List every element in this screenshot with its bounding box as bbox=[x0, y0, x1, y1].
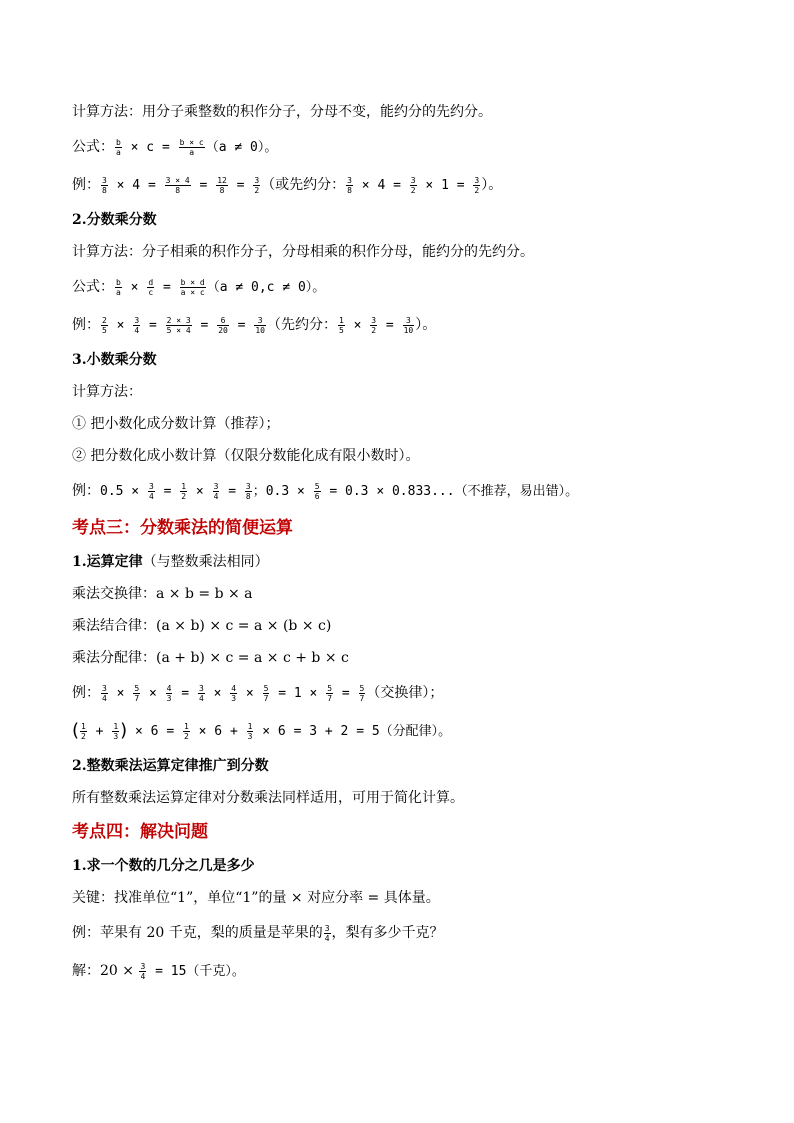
numerator: 3 bbox=[254, 316, 266, 326]
text-run: 解：20 × bbox=[72, 963, 139, 979]
fraction bbox=[166, 684, 173, 703]
fraction bbox=[179, 138, 205, 157]
numerator: 3 bbox=[148, 481, 154, 491]
numerator: 3 × 4 bbox=[165, 175, 190, 185]
text-run: 2.整数乘法运算定律推广到分数 bbox=[72, 758, 269, 774]
text-run: 2.分数乘分数 bbox=[72, 212, 157, 228]
text-run: × bbox=[238, 686, 262, 701]
fraction bbox=[403, 316, 415, 335]
denominator: 2 bbox=[181, 491, 187, 501]
fraction bbox=[263, 684, 270, 703]
numerator: 1 bbox=[338, 315, 344, 325]
text-run: = bbox=[228, 178, 253, 193]
section-heading-fraction-times-fraction bbox=[72, 204, 732, 236]
text-run: 1.运算定律 bbox=[72, 554, 143, 570]
numerator: d bbox=[148, 277, 154, 287]
fraction bbox=[247, 722, 254, 741]
text-run: × 6 = 3 + 2 = 5（分配律）。 bbox=[254, 724, 452, 739]
numerator: 6 bbox=[217, 316, 229, 326]
commutative-law: 乘法交换律：a × b = b × a bbox=[72, 586, 253, 602]
denominator: 8 bbox=[245, 491, 251, 501]
text-run: × 6 + bbox=[190, 724, 246, 739]
text-run: 例： bbox=[72, 317, 100, 333]
text-run: × bbox=[345, 318, 370, 333]
text-run: × 6 = bbox=[127, 724, 182, 739]
associative-law: 乘法结合律：(a × b) × c = a × (b × c) bbox=[72, 618, 332, 634]
fraction bbox=[166, 316, 192, 335]
numerator: 5 bbox=[359, 683, 365, 693]
fraction bbox=[180, 482, 187, 501]
text-run: 公式： bbox=[72, 279, 114, 295]
denominator: a bbox=[116, 287, 121, 297]
numerator: 3 bbox=[371, 315, 377, 325]
text-run: 3.小数乘分数 bbox=[72, 352, 157, 368]
denominator: a bbox=[189, 147, 195, 157]
fraction bbox=[80, 722, 87, 741]
denominator: 4 bbox=[213, 491, 219, 501]
solution-line bbox=[72, 952, 732, 990]
denominator: 8 bbox=[175, 185, 181, 195]
section-heading-laws-extended bbox=[72, 750, 732, 782]
numerator: 3 bbox=[213, 481, 219, 491]
fraction bbox=[217, 316, 229, 335]
section-heading-decimal-times-fraction bbox=[72, 344, 732, 376]
text-run: ，梨有多少千克？ bbox=[331, 925, 444, 941]
text-run: + bbox=[87, 724, 112, 739]
method-label: 计算方法： bbox=[72, 384, 142, 400]
key-point-text: 关键：找准单位“1”，单位“1”的量 × 对应分率 = 具体量。 bbox=[72, 890, 440, 906]
denominator: 2 bbox=[410, 185, 416, 195]
numerator: 4 bbox=[166, 683, 172, 693]
numerator: 1 bbox=[181, 481, 187, 491]
text-run: （或先约分： bbox=[261, 177, 346, 193]
formula-line-2 bbox=[72, 268, 732, 306]
formula-line-1 bbox=[72, 128, 732, 166]
numerator: b × d bbox=[180, 277, 205, 287]
text-run: = bbox=[173, 686, 197, 701]
text-run: × bbox=[108, 318, 133, 333]
denominator: 2 bbox=[184, 731, 189, 741]
exam-point-4-heading: 考点四：解决问题 bbox=[72, 822, 208, 842]
section-heading-fraction-of-number bbox=[72, 850, 732, 882]
denominator: 4 bbox=[324, 933, 330, 943]
numerator: b bbox=[116, 137, 121, 147]
denominator: 4 bbox=[198, 693, 204, 703]
distributive-law: 乘法分配律：(a + b) × c = a × c + b × c bbox=[72, 650, 349, 666]
text-run: （先约分： bbox=[266, 317, 337, 333]
text-run: = bbox=[141, 318, 165, 333]
example-line-4 bbox=[72, 674, 732, 712]
numerator: 5 bbox=[327, 683, 333, 693]
denominator: 2 bbox=[81, 731, 86, 741]
example-line-5 bbox=[72, 712, 732, 750]
numerator: 3 bbox=[254, 175, 260, 185]
text-run: ( bbox=[72, 720, 80, 741]
text-run: = bbox=[191, 178, 216, 193]
text-run: = 15（千克）。 bbox=[147, 964, 245, 979]
text-run: ）。 bbox=[481, 177, 503, 193]
denominator: 8 bbox=[102, 185, 107, 195]
example-problem bbox=[72, 914, 732, 952]
fraction bbox=[133, 316, 140, 335]
example-line-3 bbox=[72, 472, 732, 510]
example-line-1 bbox=[72, 166, 732, 204]
text-run: × bbox=[188, 484, 212, 499]
fraction bbox=[165, 176, 191, 195]
text-run: 0.5 × bbox=[100, 484, 147, 499]
text-run: 例：苹果有 20 千克，梨的质量是苹果的 bbox=[72, 925, 323, 941]
fraction bbox=[346, 176, 353, 195]
text-run: × bbox=[108, 686, 133, 701]
fraction bbox=[326, 684, 333, 703]
denominator: 7 bbox=[134, 693, 140, 703]
numerator: 1 bbox=[113, 721, 119, 731]
fraction bbox=[324, 924, 331, 943]
text-run: × 4 = bbox=[108, 178, 164, 193]
fraction bbox=[245, 482, 252, 501]
text-run: × bbox=[122, 280, 147, 295]
text-run: × c = bbox=[122, 140, 178, 155]
denominator: 3 bbox=[231, 693, 237, 703]
fraction bbox=[133, 684, 140, 703]
fraction bbox=[183, 722, 190, 741]
fraction bbox=[101, 684, 108, 703]
fraction bbox=[101, 176, 108, 195]
numerator: 4 bbox=[231, 683, 237, 693]
numerator: 1 bbox=[184, 721, 189, 731]
fraction bbox=[115, 278, 122, 297]
denominator: 3 bbox=[113, 731, 119, 741]
fraction bbox=[359, 684, 366, 703]
numerator: 3 bbox=[134, 315, 140, 325]
numerator: 2 bbox=[102, 315, 107, 325]
numerator: b × c bbox=[179, 137, 204, 147]
exam-point-3-heading: 考点三：分数乘法的简便运算 bbox=[72, 518, 293, 538]
text-run: 例： bbox=[72, 685, 100, 701]
numerator: b bbox=[116, 277, 121, 287]
text-run: 例： bbox=[72, 177, 100, 193]
fraction bbox=[370, 316, 377, 335]
denominator: 4 bbox=[134, 325, 140, 335]
numerator: 3 bbox=[474, 175, 480, 185]
denominator: 10 bbox=[403, 325, 414, 335]
numerator: 3 bbox=[198, 683, 204, 693]
fraction bbox=[139, 962, 146, 981]
denominator: 7 bbox=[327, 693, 333, 703]
fraction bbox=[101, 316, 108, 335]
text-run: 1.求一个数的几分之几是多少 bbox=[72, 858, 255, 874]
numerator: 3 bbox=[102, 683, 107, 693]
text-run: × 4 = bbox=[353, 178, 409, 193]
fraction bbox=[115, 138, 122, 157]
denominator: 20 bbox=[218, 325, 228, 335]
denominator: 3 bbox=[247, 731, 253, 741]
text-run: × 1 = bbox=[417, 178, 473, 193]
fraction bbox=[314, 482, 321, 501]
fraction bbox=[148, 482, 155, 501]
numerator: 1 bbox=[247, 721, 253, 731]
denominator: 10 bbox=[255, 325, 265, 335]
numerator: 3 bbox=[403, 316, 415, 326]
fraction bbox=[473, 176, 480, 195]
text-run: 例： bbox=[72, 483, 100, 499]
denominator: 7 bbox=[263, 693, 269, 703]
text-run: ) bbox=[120, 720, 128, 741]
numerator: 12 bbox=[217, 175, 227, 185]
numerator: 3 bbox=[347, 175, 352, 185]
text-run: （与整数乘法相同） bbox=[142, 554, 269, 570]
denominator: 6 bbox=[314, 491, 320, 501]
text-run: = bbox=[229, 318, 254, 333]
denominator: 4 bbox=[140, 971, 146, 981]
fraction bbox=[180, 278, 206, 297]
method-option-2: ② 把分数化成小数计算（仅限分数能化成有限小数时）。 bbox=[72, 448, 420, 464]
denominator: 7 bbox=[359, 693, 365, 703]
fraction bbox=[213, 482, 220, 501]
text-run: = bbox=[192, 318, 217, 333]
denominator: 2 bbox=[474, 185, 480, 195]
text-run: = bbox=[334, 686, 358, 701]
method-line-1: 计算方法：用分子乘整数的积作分子，分母不变，能约分的先约分。 bbox=[72, 104, 492, 120]
fraction bbox=[253, 176, 260, 195]
text-run: × bbox=[205, 686, 230, 701]
text-run: ；0.3 × bbox=[252, 484, 313, 499]
numerator: 5 bbox=[263, 683, 269, 693]
denominator: 5 × 4 bbox=[166, 325, 191, 335]
text-run: 公式： bbox=[72, 139, 114, 155]
text-run: = bbox=[155, 280, 179, 295]
text-run: （a ≠ 0,c ≠ 0）。 bbox=[206, 280, 326, 295]
numerator: 5 bbox=[134, 683, 140, 693]
denominator: 4 bbox=[148, 491, 154, 501]
numerator: 2 × 3 bbox=[166, 315, 191, 325]
fraction bbox=[230, 684, 237, 703]
numerator: 1 bbox=[81, 721, 86, 731]
example-line-2 bbox=[72, 306, 732, 344]
numerator: 5 bbox=[314, 481, 320, 491]
fraction bbox=[112, 722, 119, 741]
fraction bbox=[216, 176, 228, 195]
denominator: a × c bbox=[180, 287, 205, 297]
denominator: 4 bbox=[102, 693, 107, 703]
method-option-1: ① 把小数化成分数计算（推荐）； bbox=[72, 416, 280, 432]
fraction bbox=[254, 316, 266, 335]
denominator: 2 bbox=[371, 325, 377, 335]
text-run: × bbox=[141, 686, 165, 701]
fraction bbox=[410, 176, 417, 195]
denominator: 8 bbox=[219, 185, 225, 195]
numerator: 3 bbox=[140, 961, 146, 971]
numerator: 3 bbox=[324, 923, 330, 933]
text-run: ）。 bbox=[415, 317, 437, 333]
denominator: 8 bbox=[347, 185, 352, 195]
text-run: = bbox=[155, 484, 180, 499]
denominator: 5 bbox=[338, 325, 344, 335]
document-page bbox=[72, 96, 732, 990]
numerator: 3 bbox=[410, 175, 416, 185]
fraction bbox=[198, 684, 205, 703]
text-run: （a ≠ 0）。 bbox=[205, 140, 278, 155]
text-run: = 1 × bbox=[270, 686, 326, 701]
text-run: （交换律）； bbox=[366, 685, 444, 701]
denominator: c bbox=[148, 287, 154, 297]
text-run: = bbox=[220, 484, 244, 499]
laws-extended-text: 所有整数乘法运算定律对分数乘法同样适用，可用于简化计算。 bbox=[72, 790, 464, 806]
method-line-2: 计算方法：分子相乘的积作分子，分母相乘的积作分母，能约分的先约分。 bbox=[72, 244, 534, 260]
denominator: 3 bbox=[166, 693, 172, 703]
denominator: a bbox=[116, 147, 121, 157]
denominator: 2 bbox=[254, 185, 260, 195]
section-heading-operation-laws bbox=[72, 546, 732, 578]
numerator: 3 bbox=[245, 481, 251, 491]
fraction bbox=[147, 278, 154, 297]
numerator: 3 bbox=[102, 175, 107, 185]
text-run: = 0.3 × 0.833...（不推荐，易出错）。 bbox=[321, 484, 579, 499]
fraction bbox=[338, 316, 345, 335]
denominator: 5 bbox=[102, 325, 107, 335]
text-run: = bbox=[378, 318, 402, 333]
